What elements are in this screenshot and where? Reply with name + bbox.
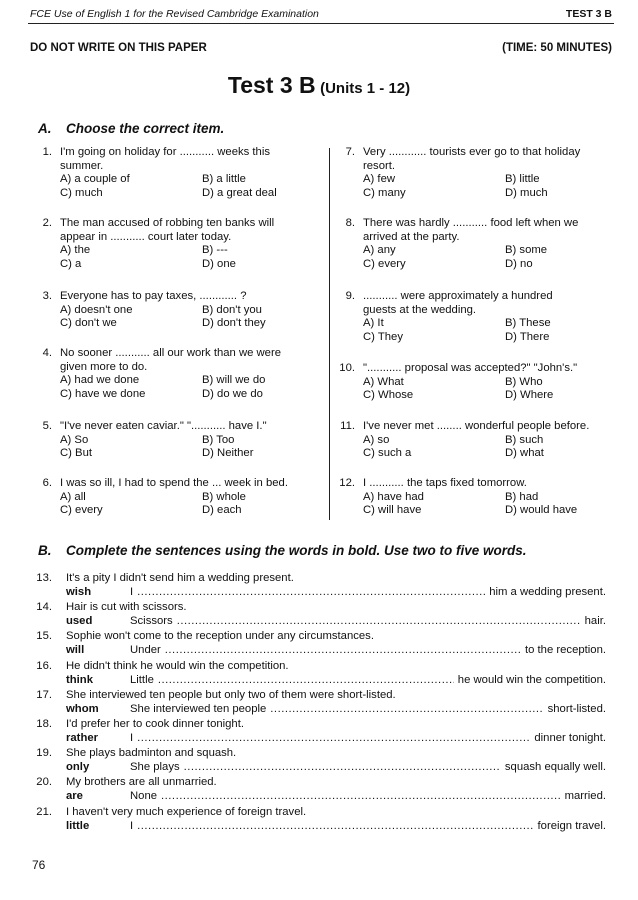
item-number: 18.: [36, 718, 52, 730]
column-divider: [329, 148, 330, 520]
option-a: A) so: [363, 433, 390, 446]
question-stem: There was hardly ........... food left when we: [363, 217, 579, 229]
option-c: C) But: [60, 447, 93, 460]
item-number: 16.: [36, 659, 52, 672]
question-a-1: [30, 146, 320, 206]
question-a-3: [30, 290, 320, 350]
question-a-11: [333, 420, 623, 480]
title-units: (Units 1 - 12): [320, 80, 411, 97]
option-d: D) what: [505, 447, 544, 460]
question-stem-cont: resort.: [363, 159, 396, 172]
question-stem: I've never met ........ wonderful people before.: [363, 420, 590, 432]
transformation-item-14: [30, 601, 610, 629]
question-stem: I ........... the taps fixed tomorrow.: [363, 477, 527, 489]
question-stem: The man accused of robbing ten banks will: [60, 217, 275, 229]
answer-blank: [184, 761, 501, 773]
option-d: D) There: [505, 330, 550, 343]
page-number: 76: [32, 858, 46, 872]
option-d: D) Where: [505, 389, 554, 402]
answer-blank: [161, 790, 561, 802]
section-b-letter: B.: [38, 543, 52, 558]
header-rule: [28, 23, 614, 24]
question-a-8: [333, 217, 623, 277]
question-number: 11.: [340, 420, 355, 432]
item-keyword: used: [66, 615, 93, 628]
item-keyword: are: [66, 790, 83, 803]
section-b-heading: [38, 543, 527, 558]
answer-start: Scissors: [130, 615, 173, 628]
option-d: D) one: [202, 257, 236, 270]
question-number: 4.: [42, 347, 52, 359]
answer-blank: [165, 644, 521, 656]
item-number: 15.: [36, 630, 52, 643]
option-b: B) some: [505, 244, 548, 256]
option-c: C) every: [60, 504, 103, 517]
test-tag: TEST 3 B: [565, 8, 612, 20]
answer-end: squash equally well.: [504, 761, 606, 774]
section-a-title: Choose the correct item.: [66, 121, 225, 136]
option-b: B) such: [505, 433, 544, 446]
answer-blank: [137, 586, 485, 598]
option-b: B) ---: [202, 244, 228, 256]
question-number: 9.: [345, 290, 355, 302]
question-stem: Everyone has to pay taxes, ............ ?: [60, 290, 247, 302]
answer-line: [130, 674, 606, 686]
item-number: 14.: [36, 601, 52, 614]
answer-line: [130, 820, 606, 832]
option-d: D) Neither: [202, 447, 254, 460]
answer-end: foreign travel.: [537, 819, 606, 832]
answer-start: Little: [130, 673, 154, 686]
option-a: A) any: [363, 244, 396, 256]
item-sentence: She plays badminton and squash.: [66, 747, 237, 760]
item-sentence: I haven't very much experience of foreign travel.: [66, 805, 307, 818]
question-a-10: [333, 362, 623, 422]
option-c: C) such a: [363, 447, 412, 460]
answer-start: She interviewed ten people: [130, 702, 267, 715]
item-number: 19.: [36, 747, 52, 760]
answer-line: [130, 615, 606, 627]
item-sentence: Sophie won't come to the reception under any circumstances.: [66, 630, 374, 643]
option-d: D) much: [505, 186, 548, 199]
answer-line: [130, 761, 606, 773]
question-a-7: [333, 146, 623, 206]
question-a-2: [30, 217, 320, 277]
answer-blank: [158, 674, 454, 686]
option-d: D) don't they: [202, 317, 266, 330]
transformation-item-17: [30, 689, 610, 717]
transformation-item-13: [30, 572, 610, 600]
question-number: 12.: [339, 477, 355, 489]
answer-end: him a wedding present.: [489, 586, 606, 598]
option-b: B) will we do: [202, 374, 266, 386]
option-a: A) all: [60, 490, 86, 503]
answer-start: I: [130, 732, 134, 744]
item-number: 20.: [36, 776, 52, 789]
option-c: C) a: [60, 257, 82, 270]
option-a: A) So: [60, 433, 89, 446]
option-a: A) What: [363, 375, 404, 388]
option-b: B) Who: [505, 375, 543, 388]
answer-start: She plays: [130, 761, 180, 774]
transformation-item-16: [30, 660, 610, 688]
question-stem: No sooner ........... all our work than we were: [60, 347, 282, 359]
option-c: C) will have: [363, 504, 422, 517]
question-number: 6.: [42, 477, 52, 489]
question-stem: Very ............ tourists ever go to that holiday: [363, 146, 581, 158]
question-stem: "I've never eaten caviar." "........... have I.": [60, 420, 267, 432]
question-a-4: [30, 347, 320, 407]
option-b: B) Too: [202, 433, 235, 446]
section-b-title: Complete the sentences using the words in bold. Use two to five words.: [66, 543, 527, 558]
option-b: B) whole: [202, 490, 246, 503]
option-b: B) little: [505, 173, 540, 185]
item-sentence: It's a pity I didn't send him a wedding present.: [66, 572, 294, 584]
answer-end: dinner tonight.: [534, 732, 606, 744]
option-a: A) a couple of: [60, 173, 130, 185]
option-b: B) These: [505, 317, 551, 329]
option-a: A) doesn't one: [60, 303, 133, 316]
transformation-item-20: [30, 776, 610, 804]
item-keyword: rather: [66, 732, 99, 744]
option-d: D) a great deal: [202, 186, 277, 199]
question-number: 1.: [42, 146, 52, 158]
question-number: 2.: [42, 217, 52, 229]
question-number: 7.: [345, 146, 355, 158]
instruction: DO NOT WRITE ON THIS PAPER: [30, 42, 207, 54]
option-d: D) no: [505, 257, 533, 270]
answer-line: [130, 732, 606, 744]
option-a: A) had we done: [60, 374, 140, 386]
transformation-item-15: [30, 630, 610, 658]
option-c: C) They: [363, 330, 403, 343]
question-number: 8.: [345, 217, 355, 229]
option-c: C) many: [363, 186, 406, 199]
question-stem-cont: given more to do.: [60, 360, 148, 373]
answer-end: hair.: [584, 615, 606, 628]
question-a-9: [333, 290, 623, 350]
answer-line: [130, 703, 606, 715]
question-stem-cont: appear in ........... court later today.: [60, 230, 232, 243]
option-a: A) have had: [363, 490, 424, 503]
question-a-12: [333, 477, 623, 537]
answer-end: to the reception.: [524, 644, 606, 657]
question-a-6: [30, 477, 320, 537]
question-a-5: [30, 420, 320, 480]
item-keyword: wish: [66, 586, 92, 598]
question-number: 3.: [42, 290, 52, 302]
item-keyword: little: [66, 819, 90, 832]
question-number: 10.: [339, 362, 355, 374]
item-keyword: whom: [66, 702, 99, 715]
option-b: B) don't you: [202, 303, 262, 316]
question-stem: I was so ill, I had to spend the ... week in bed.: [60, 477, 288, 489]
option-d: D) do we do: [202, 387, 263, 400]
book-title: FCE Use of English 1 for the Revised Cambridge Examination: [30, 8, 319, 20]
question-stem-cont: guests at the wedding.: [363, 303, 477, 316]
page-title: [0, 72, 638, 99]
option-a: A) It: [363, 317, 384, 329]
option-c: C) don't we: [60, 317, 117, 330]
option-b: B) had: [505, 490, 539, 503]
answer-end: married.: [564, 790, 606, 803]
answer-blank: [137, 732, 530, 744]
question-number: 5.: [42, 420, 52, 432]
transformation-item-21: [30, 806, 610, 834]
item-sentence: My brothers are all unmarried.: [66, 776, 217, 789]
answer-blank: [270, 703, 543, 715]
item-sentence: I'd prefer her to cook dinner tonight.: [66, 718, 244, 730]
option-c: C) much: [60, 186, 103, 199]
answer-blank: [177, 615, 581, 627]
item-keyword: only: [66, 761, 90, 774]
question-stem: ........... were approximately a hundred: [363, 290, 553, 302]
answer-end: short-listed.: [547, 702, 606, 715]
title-main: Test 3 B: [227, 72, 316, 98]
question-stem-cont: arrived at the party.: [363, 230, 460, 243]
option-c: C) every: [363, 257, 406, 270]
transformation-item-19: [30, 747, 610, 775]
item-sentence: She interviewed ten people but only two of them were short-listed.: [66, 688, 396, 701]
transformation-item-18: [30, 718, 610, 746]
option-d: D) each: [202, 504, 242, 517]
answer-start: None: [130, 790, 158, 803]
item-number: 21.: [36, 805, 52, 818]
answer-line: [130, 586, 606, 598]
item-number: 17.: [36, 688, 52, 701]
answer-line: [130, 644, 606, 656]
item-sentence: Hair is cut with scissors.: [66, 601, 187, 614]
option-c: C) Whose: [363, 389, 414, 402]
answer-start: I: [130, 819, 134, 832]
answer-start: I: [130, 586, 134, 598]
item-number: 13.: [36, 572, 52, 584]
answer-blank: [137, 820, 533, 832]
question-stem: "........... proposal was accepted?" "John's.": [363, 362, 578, 374]
answer-end: he would win the competition.: [457, 673, 606, 686]
item-keyword: will: [66, 644, 85, 657]
option-a: A) the: [60, 244, 91, 256]
section-a-heading: [38, 121, 224, 136]
time-limit: (TIME: 50 MINUTES): [502, 42, 612, 54]
question-stem: I'm going on holiday for ........... weeks this: [60, 146, 270, 158]
item-sentence: He didn't think he would win the competition.: [66, 659, 289, 672]
answer-line: [130, 790, 606, 802]
section-a-letter: A.: [38, 121, 52, 136]
option-a: A) few: [363, 173, 396, 185]
answer-start: Under: [130, 644, 161, 657]
option-c: C) have we done: [60, 387, 146, 400]
option-d: D) would have: [505, 504, 578, 517]
option-b: B) a little: [202, 173, 246, 185]
question-stem-cont: summer.: [60, 159, 104, 172]
item-keyword: think: [66, 673, 93, 686]
